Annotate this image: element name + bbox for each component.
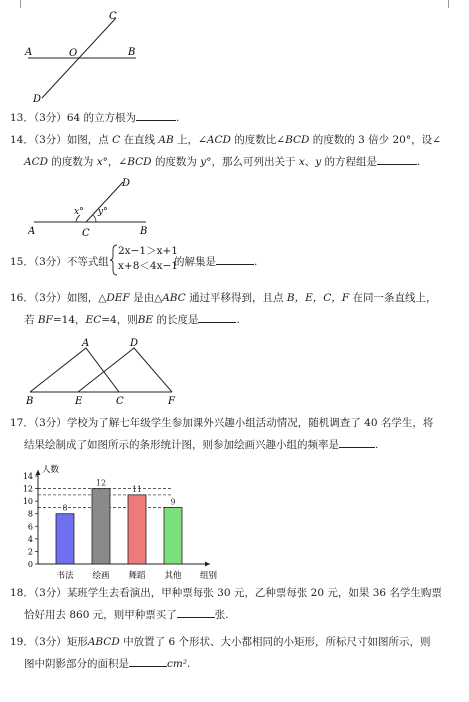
label-b: B bbox=[140, 226, 148, 237]
bar-其他 bbox=[164, 507, 182, 564]
question-16-line1: 16．（3分）如图，△DEF 是由△ABC 通过平移得到，且点 B，E，C，F 在同一条直线上， bbox=[10, 292, 437, 304]
q17-answer-blank[interactable] bbox=[339, 436, 375, 448]
y-tick-label: 14 bbox=[22, 472, 33, 481]
y-tick-label: 0 bbox=[27, 560, 33, 569]
label-y-degree: y° bbox=[98, 207, 108, 217]
q13-score: （3分） bbox=[33, 112, 67, 124]
q15-ineq1: 2x−1＞x+1 bbox=[118, 245, 178, 257]
q15-system bbox=[118, 244, 178, 274]
category-label: 绘画 bbox=[92, 571, 110, 581]
y-tick-label: 12 bbox=[22, 484, 33, 494]
x-axis-arrow bbox=[205, 562, 210, 567]
y-axis-label: 人数 bbox=[42, 465, 60, 475]
bar-value-label: 12 bbox=[95, 478, 107, 488]
q16-answer-blank[interactable] bbox=[198, 311, 236, 323]
y-tick-label: 6 bbox=[27, 522, 33, 532]
label-b: B bbox=[26, 396, 34, 406]
question-13: 13．（3分）64 的立方根为 . bbox=[10, 109, 462, 127]
bar-value-label: 9 bbox=[170, 497, 176, 507]
label-a: A bbox=[82, 338, 90, 349]
y-tick-label: 8 bbox=[27, 509, 33, 519]
q13-answer-blank[interactable] bbox=[136, 109, 176, 121]
question-14-line1: 14．（3分）如图，点 C 在直线 AB 上，∠ACD 的度数比∠BCD 的度数的 3 倍少 20°，设∠ bbox=[10, 134, 441, 146]
q19-answer-blank[interactable] bbox=[129, 655, 167, 667]
label-c: C bbox=[116, 396, 124, 406]
y-tick-label: 2 bbox=[27, 547, 33, 557]
bar-value-label: 8 bbox=[62, 503, 68, 513]
label-a: A bbox=[25, 47, 33, 58]
bar-value-label: 11 bbox=[131, 484, 143, 494]
category-label: 其他 bbox=[164, 571, 182, 581]
q15-ineq2: x+8＜4x−1 bbox=[118, 260, 178, 272]
label-e: E bbox=[75, 396, 83, 406]
bar-chart bbox=[22, 460, 222, 582]
question-17-line1: 17．（3分）学校为了解七年级学生参加课外兴趣小组活动情况，随机调查了 40 名学生，将 bbox=[10, 417, 434, 429]
question-19-line1: 19．（3分）矩形ABCD 中放置了 6 个形状、大小都相同的小矩形，所标尺寸如图所示，则 bbox=[10, 636, 431, 648]
q14-answer-blank[interactable] bbox=[377, 153, 417, 165]
q15-after: 的解集是 . bbox=[174, 253, 257, 271]
bar-绘画 bbox=[92, 489, 110, 564]
category-label: 舞蹈 bbox=[128, 571, 146, 581]
question-18-line2: 恰好用去 860 元，则甲种票买了 张. bbox=[24, 606, 229, 624]
figure-q14-angles bbox=[28, 176, 158, 238]
question-18-line1: 18．（3分）某班学生去看演出，甲种票每张 30 元，乙种票每张 20 元，如果 36 名学生购票 bbox=[10, 587, 442, 599]
label-d: D bbox=[130, 338, 139, 349]
label-c: C bbox=[109, 11, 117, 22]
label-a: A bbox=[28, 226, 36, 237]
question-17-line2: 结果绘制成了如图所示的条形统计图，则参加绘画兴趣小组的频率是 . bbox=[24, 436, 378, 454]
category-label: 书法 bbox=[56, 571, 74, 581]
x-axis-label: 组别 bbox=[200, 571, 218, 581]
question-15: 15．（3分）不等式组 bbox=[10, 256, 109, 268]
crop-mark-right bbox=[448, 0, 449, 8]
crop-mark-left bbox=[20, 0, 21, 8]
y-tick-label: 4 bbox=[27, 534, 33, 544]
label-d: D bbox=[122, 178, 131, 189]
label-f: F bbox=[168, 396, 175, 406]
figure-intersecting-lines bbox=[20, 10, 160, 105]
label-b: B bbox=[128, 47, 136, 58]
label-x-degree: x° bbox=[74, 207, 84, 217]
q13-num: 13． bbox=[10, 112, 34, 124]
label-c: C bbox=[82, 228, 90, 238]
q18-answer-blank[interactable] bbox=[177, 606, 215, 618]
y-axis-arrow bbox=[36, 470, 41, 475]
question-14-line2: ACD 的度数为 x°，∠BCD 的度数为 y°，那么可列出关于 x、y 的方程组是 . bbox=[24, 153, 420, 171]
q13-text: 64 的立方根为 bbox=[66, 112, 137, 124]
q15-answer-blank[interactable] bbox=[216, 253, 254, 265]
figure-q16-triangles bbox=[24, 336, 184, 406]
question-16-line2: 若 BF=14，EC=4，则BE 的长度是 . bbox=[24, 311, 240, 329]
bar-舞蹈 bbox=[128, 495, 146, 564]
bar-书法 bbox=[56, 514, 74, 564]
label-o: O bbox=[69, 48, 78, 59]
y-tick-label: 10 bbox=[22, 497, 33, 507]
label-d: D bbox=[33, 94, 42, 105]
question-19-line2: 图中阴影部分的面积是 cm². bbox=[24, 655, 190, 673]
